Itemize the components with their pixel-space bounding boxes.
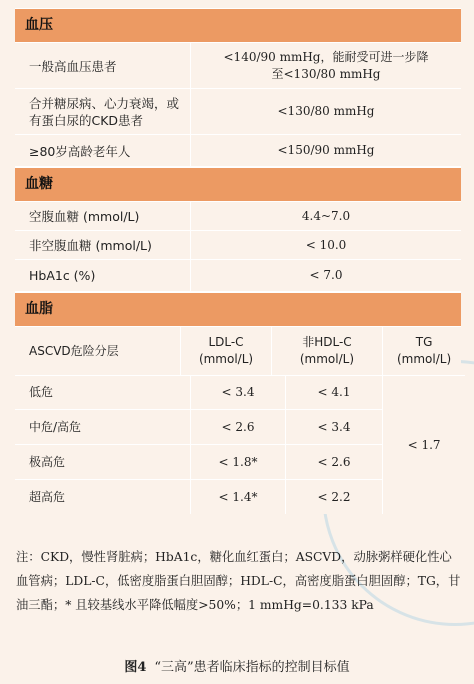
figure-number: 图4 <box>124 660 147 675</box>
figure-caption <box>0 656 474 675</box>
row-value: < 10.0 <box>305 237 347 252</box>
section-header-blood-pressure: 血压 <box>15 8 461 43</box>
table-row <box>15 260 461 292</box>
table-row <box>15 89 461 135</box>
table-notes: 注：CKD，慢性肾脏病；HbA1c，糖化血红蛋白；ASCVD，动脉粥样硬化性心血管病；LDL-C，低密度脂蛋白胆固醇；HDL-C，高密度脂蛋白胆固醇；TG，甘油三酯；* 且较基线水平降低幅度>50%；1 mmHg=0.133 kPa <box>16 550 461 612</box>
row-value: <130/80 mmHg <box>277 104 375 118</box>
nonhdl-value: < 2.6 <box>317 454 351 469</box>
tg-value: < 1.7 <box>407 437 441 452</box>
row-value: 4.4~7.0 <box>301 208 351 223</box>
table-row <box>15 480 382 514</box>
row-value: <140/90 mmHg，能耐受可进一步降至<130/80 mmHg <box>223 49 429 81</box>
section-header-blood-lipid: 血脂 <box>15 292 461 327</box>
ldl-value: < 3.4 <box>191 376 286 409</box>
row-label: 低危 <box>15 376 191 409</box>
row-label: 一般高血压患者 <box>15 43 191 88</box>
table-row <box>15 445 382 480</box>
target-values-table <box>15 8 461 514</box>
row-label: 非空腹血糖 (mmol/L) <box>15 231 191 259</box>
row-label: 超高危 <box>15 480 191 514</box>
nonhdl-value: < 2.2 <box>317 489 351 504</box>
lipid-header-row <box>15 327 382 376</box>
ldl-value: < 1.8* <box>191 445 286 479</box>
table-row <box>15 231 461 260</box>
row-label: 合并糖尿病、心力衰竭，或有蛋白尿的CKD患者 <box>15 89 191 134</box>
tg-column <box>382 327 465 514</box>
nonhdl-value: < 3.4 <box>317 419 351 434</box>
table-row <box>15 43 461 89</box>
figure-title: “三高”患者临床指标的控制目标值 <box>154 660 350 675</box>
row-value: < 7.0 <box>309 268 343 282</box>
row-label: ≥80岁高龄老年人 <box>15 135 191 166</box>
row-value: <150/90 mmHg <box>277 143 375 157</box>
section-header-blood-glucose: 血糖 <box>15 167 461 202</box>
header-tg: TG (mmol/L) <box>383 327 465 376</box>
header-ldl: LDL-C (mmol/L) <box>181 327 272 375</box>
header-risk: ASCVD危险分层 <box>15 327 181 375</box>
ldl-value: < 1.4* <box>191 480 286 514</box>
row-label: HbA1c (%) <box>15 260 191 291</box>
row-label: 中危/高危 <box>15 410 191 444</box>
row-label: 极高危 <box>15 445 191 479</box>
lipid-grid <box>15 327 461 514</box>
table-row <box>15 202 461 231</box>
nonhdl-value: < 4.1 <box>317 385 351 399</box>
header-nonhdl: 非HDL-C (mmol/L) <box>299 335 355 366</box>
table-row <box>15 376 382 410</box>
ldl-value: < 2.6 <box>191 410 286 444</box>
row-label: 空腹血糖 (mmol/L) <box>15 202 191 230</box>
table-row <box>15 410 382 445</box>
table-row <box>15 135 461 167</box>
